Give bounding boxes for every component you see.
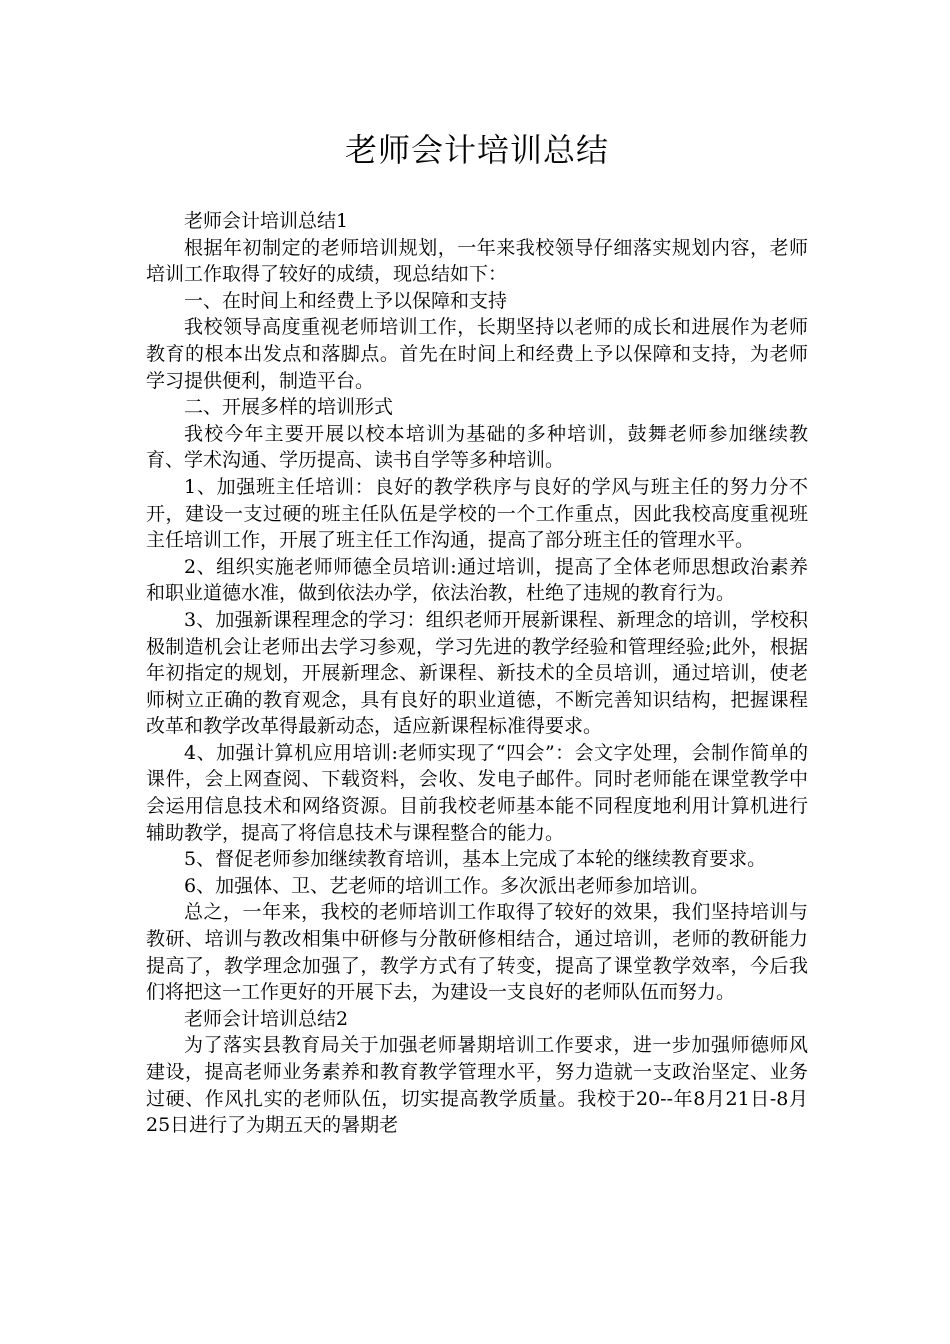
list-paragraph: 4、加强计算机应用培训:老师实现了“四会”：会文字处理，会制作简单的课件，会上网查阅、下载资料，会收、发电子邮件。同时老师能在课堂教学中会运用信息技术和网络资源。目前我校老师基本能不同程度地利用计算机进行辅助教学，提高了将信息技术与课程整合的能力。	[146, 741, 808, 844]
document-page	[146, 128, 808, 1139]
paragraph: 根据年初制定的老师培训规划，一年来我校领导仔细落实规划内容，老师培训工作取得了较好的成绩，现总结如下：	[146, 236, 808, 286]
list-paragraph: 1、加强班主任培训：良好的教学秩序与良好的学风与班主任的努力分不开，建设一支过硬的班主任队伍是学校的一个工作重点，因此我校高度重视班主任培训工作，开展了班主任工作沟通，提高了部分班主任的管理水平。	[146, 475, 808, 552]
paragraph: 我校领导高度重视老师培训工作，长期坚持以老师的成长和进展作为老师教育的根本出发点和落脚点。首先在时间上和经费上予以保障和支持，为老师学习提供便利，制造平台。	[146, 316, 808, 392]
summary-paragraph: 总之，一年来，我校的老师培训工作取得了较好的效果，我们坚持培训与教研、培训与教改相集中研修与分散研修相结合，通过培训，老师的教研能力提高了，教学理念加强了，教学方式有了转变，提高了课堂教学效率，今后我们将把这一工作更好的开展下去，为建设一支良好的老师队伍而努力。	[146, 901, 808, 1004]
section-heading: 老师会计培训总结2	[184, 1007, 349, 1030]
document-body	[146, 208, 808, 1139]
subheading: 二、开展多样的培训形式	[184, 396, 394, 419]
list-paragraph: 2、组织实施老师师德全员培训:通过培训，提高了全体老师思想政治素养和职业道德水准，做到依法办学，依法治教，杜绝了违规的教育行为。	[146, 555, 808, 605]
subheading: 一、在时间上和经费上予以保障和支持	[184, 289, 508, 312]
list-paragraph: 6、加强体、卫、艺老师的培训工作。多次派出老师参加培训。	[184, 874, 710, 897]
list-paragraph: 3、加强新课程理念的学习：组织老师开展新课程、新理念的培训，学校积极制造机会让老师出去学习参观，学习先进的教学经验和管理经验;此外，根据年初指定的规划，开展新理念、新课程、新技术的全员培训，通过培训，使老师树立正确的教育观念，具有良好的职业道德，不断完善知识结构，把握课程改革和教学改革得最新动态，适应新课程标准得要求。	[146, 608, 808, 738]
document-title: 老师会计培训总结	[344, 131, 609, 169]
list-paragraph: 5、督促老师参加继续教育培训，基本上完成了本轮的继续教育要求。	[184, 848, 767, 871]
section-heading: 老师会计培训总结1	[184, 210, 349, 232]
paragraph: 我校今年主要开展以校本培训为基础的多种培训，鼓舞老师参加继续教育、学术沟通、学历提高、读书自学等多种培训。	[146, 422, 808, 472]
paragraph: 为了落实县教育局关于加强老师暑期培训工作要求，进一步加强师德师风建设，提高老师业务素养和教育教学管理水平，努力造就一支政治坚定、业务过硬、作风扎实的老师队伍，切实提高教学质量。我校于20--年8月21日-8月25日进行了为期五天的暑期老	[146, 1034, 808, 1137]
